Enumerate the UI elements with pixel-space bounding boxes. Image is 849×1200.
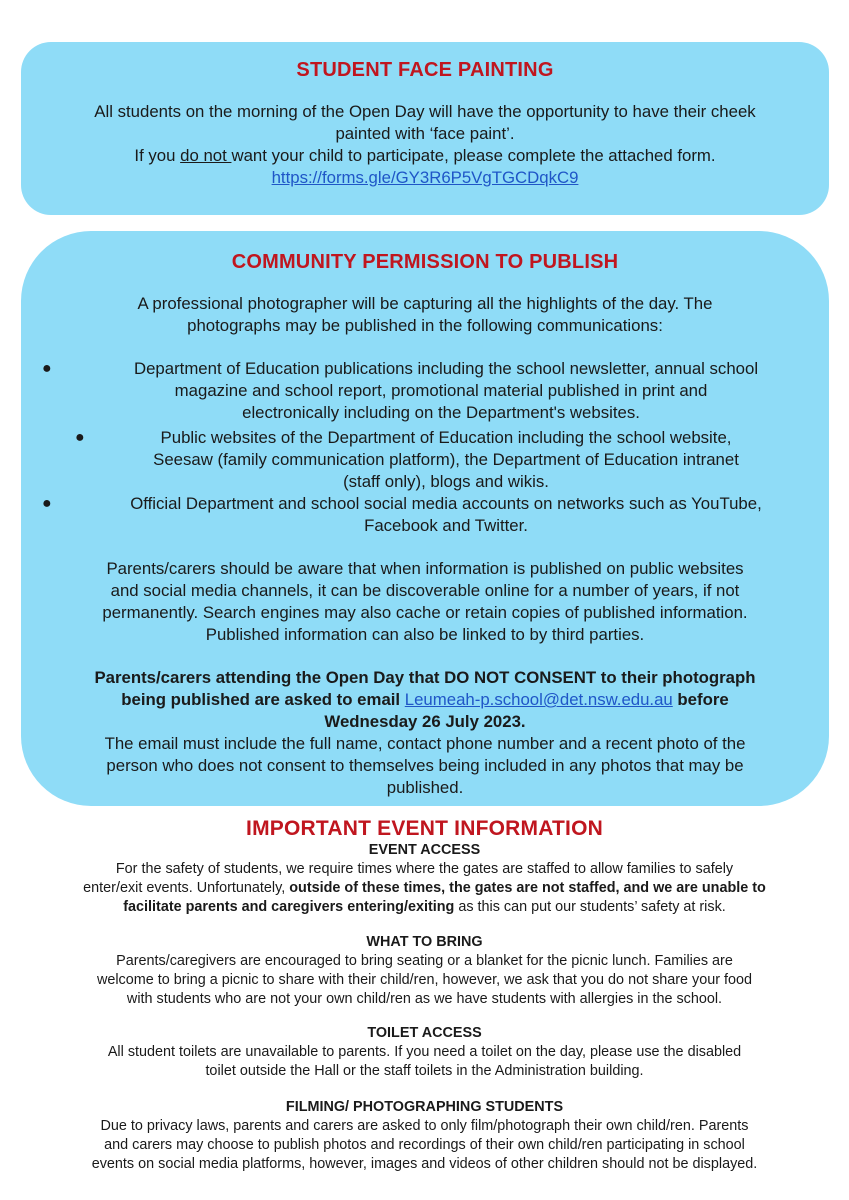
event-access-line-3-bold: facilitate parents and caregivers entering/exiting <box>123 899 455 915</box>
face-painting-form-line <box>21 167 829 189</box>
permission-intro-line-2: photographs may be published in the following communications: <box>187 316 663 335</box>
face-painting-text-line-2: painted with ‘face paint’. <box>335 124 515 143</box>
bullet-dot-3: ● <box>42 495 52 512</box>
filming-line-1: Due to privacy laws, parents and carers are asked to only film/photograph their own child/ren. Parents <box>100 1118 749 1134</box>
permission-intro-line-1: A professional photographer will be capturing all the highlights of the day. The <box>137 294 713 313</box>
face-painting-title: STUDENT FACE PAINTING <box>296 59 554 81</box>
consent-line-2-end: before <box>672 690 729 709</box>
event-access-heading: EVENT ACCESS <box>368 842 481 858</box>
event-access-line-3-end: as this can put our students’ safety at risk. <box>454 899 726 915</box>
event-info-title: IMPORTANT EVENT INFORMATION <box>246 817 603 840</box>
consent-deadline: Wednesday 26 July 2023. <box>324 712 526 731</box>
bullet-3-line-1: Official Department and school social media accounts on networks such as YouTube, <box>130 494 762 513</box>
email-requirements-line-3: published. <box>386 778 464 797</box>
bullet-2-line-3: (staff only), blogs and wikis. <box>343 472 549 491</box>
bullet-1-line-3: electronically including on the Department's websites. <box>242 403 640 422</box>
toilet-access-line-2: toilet outside the Hall or the staff toilets in the Administration building. <box>205 1063 644 1079</box>
toilet-access-line-1: All student toilets are unavailable to parents. If you need a toilet on the day, please use the disabled <box>107 1044 742 1060</box>
event-access-line-1: For the safety of students, we require times where the gates are staffed to allow families to safely <box>115 861 734 877</box>
face-painting-line-3-start: If you <box>134 146 181 165</box>
consent-line-1: Parents/carers attending the Open Day that DO NOT CONSENT to their photograph <box>94 668 756 687</box>
consent-line-2-start: being published are asked to email <box>121 690 405 709</box>
aware-line-4: Published information can also be linked to by third parties. <box>205 625 645 644</box>
face-painting-form-link[interactable]: https://forms.gle/GY3R6P5VgTGCDqkC9 <box>271 168 579 187</box>
what-to-bring-line-1: Parents/caregivers are encouraged to bring seating or a blanket for the picnic lunch. Families are <box>116 953 733 969</box>
bullet-2-line-2: Seesaw (family communication platform), the Department of Education intranet <box>153 450 739 469</box>
what-to-bring-heading: WHAT TO BRING <box>366 934 483 950</box>
aware-line-1: Parents/carers should be aware that when information is published on public websites <box>106 559 744 578</box>
face-painting-text-line-1: All students on the morning of the Open Day will have the opportunity to have their cheek <box>94 102 756 121</box>
bullet-1-line-1: Department of Education publications including the school newsletter, annual school <box>133 359 759 378</box>
what-to-bring-line-2: welcome to bring a picnic to share with their child/ren, however, we ask that you do not share your food <box>96 972 753 988</box>
filming-heading: FILMING/ PHOTOGRAPHING STUDENTS <box>285 1099 564 1115</box>
face-painting-line-3-end: want your child to participate, please complete the attached form. <box>231 146 716 165</box>
event-access-line-3 <box>30 898 819 917</box>
permission-title: COMMUNITY PERMISSION TO PUBLISH <box>231 251 619 273</box>
event-access-section <box>30 841 819 917</box>
event-access-line-2-start: enter/exit events. Unfortunately, <box>83 880 290 896</box>
bullet-2-line-1: Public websites of the Department of Education including the school website, <box>160 428 732 447</box>
consent-email-link[interactable]: Leumeah-p.school@det.nsw.edu.au <box>404 690 673 709</box>
filming-section <box>30 1098 819 1174</box>
permission-panel <box>21 231 829 806</box>
filming-line-2: and carers may choose to publish photos and recordings of their own child/ren participating in school <box>104 1137 745 1153</box>
aware-line-2: and social media channels, it can be discoverable online for a number of years, if not <box>110 581 740 600</box>
face-painting-text-line-3 <box>21 145 829 167</box>
do-not-emphasis: do not <box>180 146 232 165</box>
email-requirements-line-2: person who does not consent to themselves being included in any photos that may be <box>106 756 744 775</box>
filming-line-3: events on social media platforms, however, images and videos of other children should not be displayed. <box>91 1156 758 1172</box>
bullet-1-line-2: magazine and school report, promotional material published in print and <box>174 381 708 400</box>
bullet-dot-1: ● <box>42 360 52 377</box>
toilet-access-section <box>30 1024 819 1081</box>
toilet-access-heading: TOILET ACCESS <box>367 1025 482 1041</box>
bullet-3-line-2: Facebook and Twitter. <box>364 516 528 535</box>
what-to-bring-line-3: with students who are not your own child/ren as we have students with allergies in the school. <box>126 991 723 1007</box>
event-access-line-2-bold: outside of these times, the gates are not staffed, and we are unable to <box>289 880 766 896</box>
aware-line-3: permanently. Search engines may also cache or retain copies of published information. <box>102 603 748 622</box>
face-painting-panel <box>21 42 829 215</box>
consent-line-2 <box>21 689 829 711</box>
event-access-line-2 <box>30 879 819 898</box>
what-to-bring-section <box>30 933 819 1009</box>
email-requirements-line-1: The email must include the full name, contact phone number and a recent photo of the <box>104 734 746 753</box>
bullet-dot-2: ● <box>75 429 85 446</box>
